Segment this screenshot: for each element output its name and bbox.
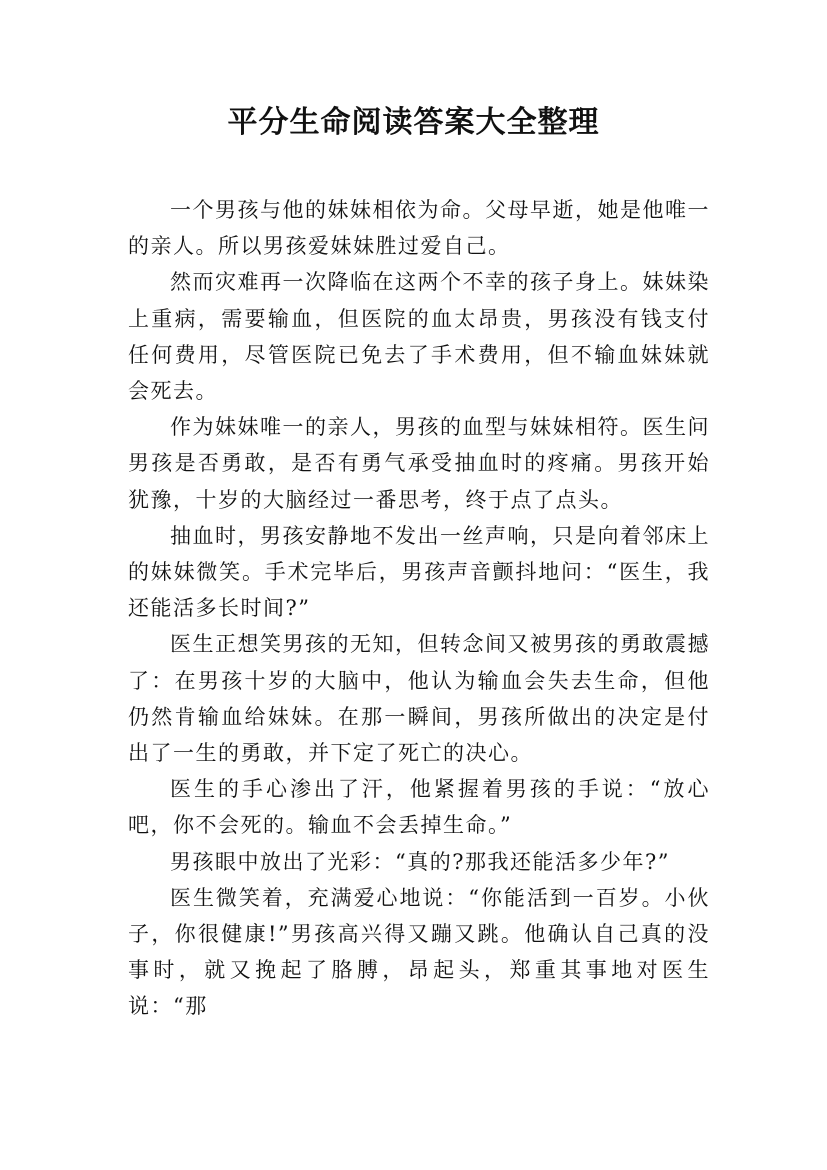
paragraph-4: 抽血时，男孩安静地不发出一丝声响，只是向着邻床上的妹妹微笑。手术完毕后，男孩声音颤抖地问：“医生，我还能活多长时间?” (128, 523, 710, 621)
paragraph-2: 然而灾难再一次降临在这两个不幸的孩子身上。妹妹染上重病，需要输血，但医院的血太昂贵，男孩没有钱支付任何费用，尽管医院已免去了手术费用，但不输血妹妹就会死去。 (128, 270, 710, 404)
paragraph-3: 作为妹妹唯一的亲人，男孩的血型与妹妹相符。医生问男孩是否勇敢，是否有勇气承受抽血时的疼痛。男孩开始犹豫，十岁的大脑经过一番思考，终于点了点头。 (128, 415, 710, 512)
paragraph-1: 一个男孩与他的妹妹相依为命。父母早逝，她是他唯一的亲人。所以男孩爱妹妹胜过爱自己。 (128, 198, 710, 259)
page-title: 平分生命阅读答案大全整理 (227, 105, 600, 140)
article-body (128, 192, 710, 1025)
paragraph-7: 男孩眼中放出了光彩：“真的?那我还能活多少年?” (170, 849, 670, 874)
paragraph-8: 医生微笑着，充满爱心地说：“你能活到一百岁。小伙子，你很健康!”男孩高兴得又蹦又跳。他确认自己真的没事时，就又挽起了胳膊，昂起头，郑重其事地对医生说：“那 (128, 885, 710, 1019)
paragraph-6: 医生的手心渗出了汗，他紧握着男孩的手说：“放心吧，你不会死的。输血不会丢掉生命。” (128, 777, 710, 838)
paragraph-5: 医生正想笑男孩的无知，但转念间又被男孩的勇敢震撼了：在男孩十岁的大脑中，他认为输血会失去生命，但他仍然肯输血给妹妹。在那一瞬间，男孩所做出的决定是付出了一生的勇敢，并下定了死亡的决心。 (128, 632, 710, 766)
